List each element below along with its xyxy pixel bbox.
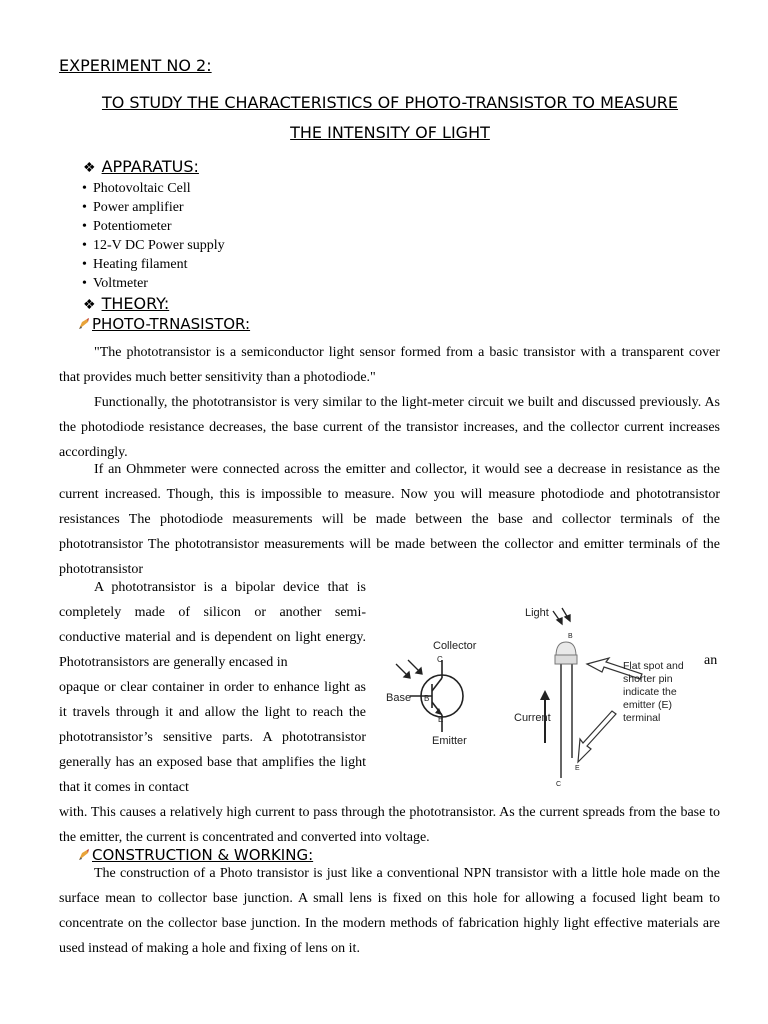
pencil-bullet-icon <box>78 317 90 331</box>
emitter-label: Emitter <box>432 735 467 747</box>
e-pin-label: E <box>438 715 444 724</box>
title-line-2: THE INTENSITY OF LIGHT <box>290 123 490 142</box>
construction-subheading-text: CONSTRUCTION & WORKING: <box>92 846 314 864</box>
light-label: Light <box>525 607 549 619</box>
current-arrow-icon <box>540 690 550 700</box>
theory-paragraph-4-column-rest: opaque or clear container in order to enhance light as it travels through it and allow the light to reach the phototransistor’s sensitive parts. A phototransistor generally has an exposed base that amplifies the light that it comes in contact <box>59 680 366 795</box>
list-item: • 12-V DC Power supply <box>82 236 225 255</box>
light-arrows-icon <box>553 608 570 624</box>
experiment-heading: EXPERIMENT NO 2: <box>59 56 212 75</box>
note-line-4: emitter (E) <box>623 699 673 711</box>
current-label: Current <box>514 712 551 724</box>
title-line-1: TO STUDY THE CHARACTERISTICS OF PHOTO-TRANSISTOR TO MEASURE <box>101 93 679 112</box>
c-pin-label: C <box>437 655 443 664</box>
device-dome <box>556 642 576 656</box>
theory-paragraph-4-column: A phototransistor is a bipolar device that is completely made of silicon or another semi-conductive material and is dependent on light energy. Phototransistors are generally encased in <box>59 580 366 670</box>
phototransistor-subheading <box>78 315 250 334</box>
emitter-arrow-icon <box>435 708 442 715</box>
theory-paragraph-1: "The phototransistor is a semiconductor light sensor formed from a basic transistor with a transparent cover that provides much better sensitivity than a photodiode." <box>59 345 720 385</box>
list-item: • Potentiometer <box>82 217 225 236</box>
phototransistor-subheading-text: PHOTO-TRNASISTOR: <box>92 315 251 333</box>
theory-heading-text: THEORY: <box>101 294 170 313</box>
collector-label: Collector <box>433 640 477 652</box>
theory-heading <box>83 294 169 314</box>
diamond-bullet-icon: ❖ <box>83 161 96 176</box>
device-body <box>555 655 577 664</box>
note-line-5: terminal <box>623 712 661 724</box>
note-line-1: Flat spot and <box>623 660 684 672</box>
note-line-3: indicate the <box>623 686 677 698</box>
theory-paragraph-3: If an Ohmmeter were connected across the emitter and collector, it would see a decrease in resistance as the current increased. Though, this is impossible to measure. Now you will measure photodiode and phototransistor resistances The photodiode measurements will be made between the base and collector terminals of the phototransistor The phototransistor measurements will be made between the collector and emitter terminals of the phototransistor <box>59 462 720 577</box>
base-label: Base <box>386 692 412 704</box>
note-line-2: shorter pin <box>623 673 673 685</box>
list-item: • Photovoltaic Cell <box>82 179 225 198</box>
device-e-label: E <box>575 765 580 772</box>
list-item: • Voltmeter <box>82 274 225 293</box>
apparatus-heading <box>83 157 199 177</box>
construction-paragraph: The construction of a Photo transistor is just like a conventional NPN transistor with a little hole made on the surface mean to collector base junction. A small lens is fixed on this hole for allowing a focused light beam to concentrate on the collector base junction. In the modern methods of fabrication highly light effective materials are used instead of making a hole and fixing of lens on it. <box>59 866 720 956</box>
list-item: • Power amplifier <box>82 198 225 217</box>
hollow-arrow-bottom-icon <box>578 711 616 762</box>
b-pin-label: B <box>424 694 430 703</box>
light-rays-icon <box>396 660 422 678</box>
diamond-bullet-icon: ❖ <box>83 298 96 313</box>
list-item: • Heating filament <box>82 255 225 274</box>
apparatus-list <box>82 179 225 293</box>
phototransistor-figure <box>380 598 725 793</box>
theory-paragraph-2: Functionally, the phototransistor is very similar to the light-meter circuit we built and discussed previously. As the photodiode resistance decreases, the base current of the transistor increases, and the collector current increases accordingly. <box>59 395 720 460</box>
theory-paragraph-4-tail: with. This causes a relatively high current to pass through the phototransistor. As the current spreads from the base to the emitter, the current is concentrated and converted into voltage. <box>59 805 720 845</box>
theory-paragraph-4-word: an <box>704 653 718 668</box>
apparatus-heading-text: APPARATUS: <box>101 157 199 176</box>
device-c-label: C <box>556 781 562 788</box>
pencil-bullet-icon <box>78 848 90 862</box>
device-b-label: B <box>568 633 573 640</box>
